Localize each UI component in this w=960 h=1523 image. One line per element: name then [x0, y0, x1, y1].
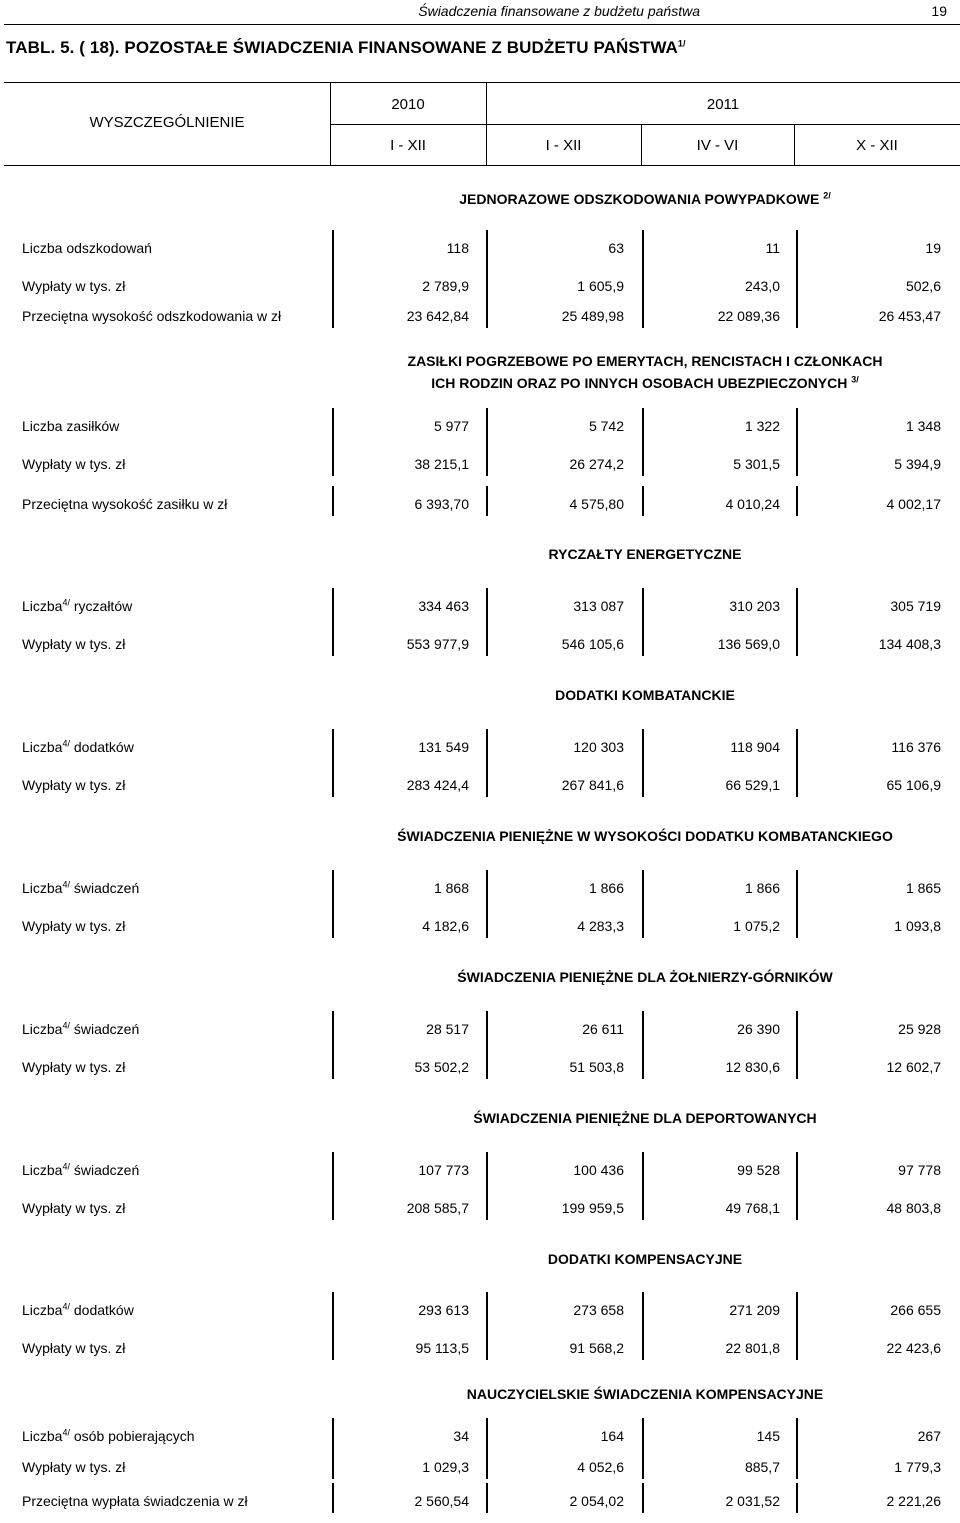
row-label-text: Wypłaty w tys. zł — [22, 777, 126, 793]
table-cell: 116 376 — [891, 739, 941, 755]
row-label-text: Przeciętna wypłata świadczenia w zł — [22, 1493, 248, 1509]
table-cell: 11 — [765, 240, 780, 256]
table-cell: 2 221,26 — [886, 1493, 941, 1509]
column-separator — [486, 1292, 488, 1360]
period-header: I - XII — [545, 137, 582, 154]
column-separator — [642, 1152, 644, 1220]
row-label-suffix: osób pobierających — [73, 1428, 195, 1444]
row-label-suffix: świadczeń — [73, 1162, 140, 1178]
table-cell: 4 182,6 — [422, 918, 469, 934]
table-cell: 118 — [446, 240, 469, 256]
section-title — [330, 1383, 960, 1405]
column-separator — [796, 729, 798, 797]
section-title-line — [330, 684, 960, 706]
table-cell: 334 463 — [418, 598, 469, 614]
period-header: IV - VI — [696, 137, 739, 154]
table-cell: 34 — [453, 1428, 469, 1444]
row-label — [22, 1428, 195, 1444]
table-cell: 6 393,70 — [414, 496, 469, 512]
section-title-text: NAUCZYCIELSKIE ŚWIADCZENIA KOMPENSACYJNE — [466, 1386, 824, 1402]
table-cell: 66 529,1 — [725, 777, 780, 793]
column-separator — [642, 230, 644, 298]
section-title-line — [330, 372, 960, 394]
column-separator — [332, 1152, 334, 1220]
table-cell: 53 502,2 — [414, 1059, 469, 1075]
row-label — [22, 1021, 139, 1037]
table-cell: 283 424,4 — [406, 777, 469, 793]
column-separator — [332, 230, 334, 298]
table-cell: 5 301,5 — [733, 456, 780, 472]
row-label-text: Liczba — [22, 1428, 63, 1444]
table-cell: 22 423,6 — [886, 1340, 941, 1356]
column-separator — [642, 1292, 644, 1360]
table-cell: 1 029,3 — [422, 1459, 469, 1475]
table-cell: 267 — [917, 1428, 941, 1444]
table-cell: 1 866 — [588, 880, 624, 896]
table-cell: 91 568,2 — [569, 1340, 624, 1356]
section-title-text: ŚWIADCZENIA PIENIĘŻNE DLA ŻOŁNIERZY-GÓRNIKÓW — [457, 969, 833, 985]
column-separator — [486, 1483, 488, 1513]
column-separator — [642, 870, 644, 938]
section-title-text: DODATKI KOMBATANCKIE — [555, 687, 735, 703]
footnote-mark: 2/ — [823, 190, 831, 201]
footnote-mark: 4/ — [62, 1301, 70, 1312]
table-cell: 97 778 — [898, 1162, 941, 1178]
table-title-text: TABL. 5. ( 18). POZOSTAŁE ŚWIADCZENIA FINANSOWANE Z BUDŻETU PAŃSTWA — [6, 38, 678, 57]
row-label-suffix: dodatków — [73, 1302, 134, 1318]
table-cell: 271 209 — [729, 1302, 780, 1318]
section-title-line — [330, 966, 960, 988]
section-title-text: ŚWIADCZENIA PIENIĘŻNE DLA DEPORTOWANYCH — [473, 1110, 817, 1126]
column-separator — [796, 486, 798, 516]
section-title-line — [330, 350, 960, 372]
column-separator — [796, 408, 798, 476]
row-label — [22, 418, 119, 434]
row-label — [22, 1340, 125, 1356]
footnote-mark: 4/ — [62, 1427, 70, 1438]
section-title-text: DODATKI KOMPENSACYJNE — [547, 1251, 743, 1267]
section-title-line — [330, 1107, 960, 1129]
table-cell: 1 868 — [433, 880, 469, 896]
table-cell: 553 977,9 — [406, 636, 469, 652]
footnote-mark: 4/ — [62, 738, 70, 749]
row-label-text: Przeciętna wysokość zasiłku w zł — [22, 496, 228, 512]
row-label-suffix: świadczeń — [73, 1021, 140, 1037]
row-label-text: Liczba — [22, 598, 63, 614]
column-separator — [486, 1152, 488, 1220]
row-label-text: Wypłaty w tys. zł — [22, 278, 126, 294]
row-label — [22, 240, 152, 256]
section-title — [330, 350, 960, 394]
row-label-text: Liczba — [22, 1162, 63, 1178]
row-label-text: Liczba — [22, 1302, 63, 1318]
row-label-text: Liczba — [22, 1021, 63, 1037]
table-cell: 51 503,8 — [569, 1059, 624, 1075]
section-title-text: JEDNORAZOWE ODSZKODOWANIA POWYPADKOWE — [459, 191, 820, 207]
table-cell: 2 054,02 — [569, 1493, 624, 1509]
table-cell: 28 517 — [426, 1021, 469, 1037]
row-label-suffix: dodatków — [73, 739, 134, 755]
table-title — [6, 38, 686, 58]
table-cell: 107 773 — [418, 1162, 469, 1178]
year-header: 2011 — [706, 96, 740, 113]
row-label-text: Liczba zasiłków — [22, 418, 120, 434]
table-cell: 25 928 — [898, 1021, 941, 1037]
column-separator — [796, 1418, 798, 1479]
row-label — [22, 1302, 134, 1318]
table-cell: 19 — [925, 240, 941, 256]
table-cell: 208 585,7 — [406, 1200, 469, 1216]
column-separator — [332, 486, 334, 516]
column-separator — [486, 1011, 488, 1079]
table-cell: 1 866 — [744, 880, 780, 896]
column-separator — [486, 230, 488, 298]
running-title: Świadczenia finansowane z budżetu państwa — [418, 3, 700, 19]
table-cell: 267 841,6 — [561, 777, 624, 793]
row-label-text: Liczba odszkodowań — [22, 240, 152, 256]
table-cell: 502,6 — [905, 278, 941, 294]
table-cell: 5 977 — [433, 418, 469, 434]
row-label — [22, 918, 125, 934]
row-label — [22, 880, 139, 896]
table-cell: 4 283,3 — [577, 918, 624, 934]
table-cell: 4 052,6 — [577, 1459, 624, 1475]
table-cell: 2 031,52 — [725, 1493, 780, 1509]
column-separator — [796, 1483, 798, 1513]
footnote-mark: 3/ — [851, 374, 859, 385]
column-separator — [642, 588, 644, 656]
table-cell: 26 390 — [737, 1021, 780, 1037]
table-cell: 1 322 — [744, 418, 780, 434]
row-label — [22, 1493, 248, 1509]
page-number: 19 — [931, 3, 947, 19]
table-cell: 131 549 — [418, 739, 469, 755]
table-cell: 136 569,0 — [717, 636, 780, 652]
section-title-line — [330, 1248, 960, 1270]
head-mid-rule — [330, 124, 960, 125]
table-cell: 5 394,9 — [894, 456, 941, 472]
row-label — [22, 777, 125, 793]
section-title-text: ZASIŁKI POGRZEBOWE PO EMERYTACH, RENCISTACH I CZŁONKACH — [407, 353, 883, 369]
column-separator — [486, 1418, 488, 1479]
section-title — [330, 188, 960, 210]
period-header: I - XII — [390, 137, 426, 154]
row-label-text: Przeciętna wysokość odszkodowania w zł — [22, 308, 282, 324]
section-title-line — [330, 1383, 960, 1405]
section-title — [330, 825, 960, 847]
section-title-text: RYCZAŁTY ENERGETYCZNE — [548, 546, 742, 562]
column-separator — [642, 486, 644, 516]
section-title — [330, 966, 960, 988]
table-cell: 199 959,5 — [561, 1200, 624, 1216]
table-cell: 95 113,5 — [415, 1340, 469, 1356]
table-cell: 164 — [600, 1428, 624, 1444]
table-cell: 26 611 — [582, 1021, 624, 1037]
head-bottom-rule — [4, 165, 960, 166]
table-cell: 12 602,7 — [886, 1059, 941, 1075]
row-label-text: Liczba — [22, 739, 63, 755]
table-cell: 23 642,84 — [406, 308, 469, 324]
column-separator — [796, 298, 798, 328]
column-separator — [332, 1483, 334, 1513]
row-label — [22, 1200, 125, 1216]
column-separator — [796, 1011, 798, 1079]
column-separator — [486, 298, 488, 328]
column-separator — [642, 408, 644, 476]
table-cell: 2 789,9 — [422, 278, 469, 294]
footnote-mark: 4/ — [62, 879, 70, 890]
section-title — [330, 1248, 960, 1270]
table-cell: 48 803,8 — [886, 1200, 941, 1216]
table-cell: 313 087 — [573, 598, 624, 614]
column-separator — [642, 1418, 644, 1479]
table-cell: 305 719 — [890, 598, 941, 614]
column-separator — [332, 729, 334, 797]
table-cell: 100 436 — [573, 1162, 624, 1178]
table-cell: 2 560,54 — [414, 1493, 469, 1509]
table-cell: 4 002,17 — [886, 496, 941, 512]
row-label — [22, 1459, 125, 1475]
table-cell: 26 453,47 — [878, 308, 941, 324]
row-label — [22, 456, 125, 472]
row-label — [22, 739, 134, 755]
row-label-text: Wypłaty w tys. zł — [22, 1459, 126, 1475]
table-cell: 293 613 — [418, 1302, 469, 1318]
table-cell: 120 303 — [573, 739, 624, 755]
row-label-text: Wypłaty w tys. zł — [22, 1200, 126, 1216]
table-cell: 65 106,9 — [886, 777, 941, 793]
row-label-text: Wypłaty w tys. zł — [22, 636, 126, 652]
column-separator — [486, 408, 488, 476]
row-label-suffix: świadczeń — [73, 880, 140, 896]
stub-header: WYSZCZEGÓLNIENIE — [89, 114, 245, 131]
table-cell: 1 348 — [905, 418, 941, 434]
table-cell: 63 — [608, 240, 624, 256]
column-separator — [332, 870, 334, 938]
table-cell: 4 010,24 — [725, 496, 780, 512]
table-cell: 22 089,36 — [717, 308, 780, 324]
table-title-note: 1/ — [677, 38, 686, 49]
column-separator — [332, 1292, 334, 1360]
row-label-suffix: ryczałtów — [73, 598, 133, 614]
section-title-line — [330, 188, 960, 210]
table-cell: 273 658 — [573, 1302, 624, 1318]
header-rule — [4, 24, 960, 25]
footnote-mark: 4/ — [62, 1020, 70, 1031]
table-cell: 134 408,3 — [878, 636, 941, 652]
column-separator — [486, 729, 488, 797]
section-title-line — [330, 543, 960, 565]
column-separator — [796, 588, 798, 656]
row-label — [22, 308, 281, 324]
row-label-text: Liczba — [22, 880, 63, 896]
row-label-text: Wypłaty w tys. zł — [22, 1340, 126, 1356]
row-label-text: Wypłaty w tys. zł — [22, 918, 126, 934]
footnote-mark: 4/ — [62, 1161, 70, 1172]
head-top-rule — [4, 82, 960, 83]
section-title — [330, 684, 960, 706]
column-separator — [642, 1483, 644, 1513]
column-separator — [332, 1011, 334, 1079]
column-separator — [486, 486, 488, 516]
table-cell: 885,7 — [744, 1459, 780, 1475]
table-cell: 266 655 — [890, 1302, 941, 1318]
table-cell: 1 779,3 — [894, 1459, 941, 1475]
column-separator — [796, 1152, 798, 1220]
footnote-mark: 4/ — [62, 597, 70, 608]
table-cell: 22 801,8 — [725, 1340, 780, 1356]
row-label-text: Wypłaty w tys. zł — [22, 456, 126, 472]
year-header: 2010 — [391, 96, 425, 113]
table-cell: 25 489,98 — [561, 308, 624, 324]
row-label — [22, 1162, 139, 1178]
column-separator — [796, 1292, 798, 1360]
column-separator — [332, 1418, 334, 1479]
period-header: X - XII — [856, 137, 898, 154]
column-separator — [332, 298, 334, 328]
section-title-text: ICH RODZIN ORAZ PO INNYCH OSOBACH UBEZPIECZONYCH — [431, 375, 848, 391]
table-cell: 1 605,9 — [577, 278, 624, 294]
column-separator — [486, 870, 488, 938]
column-separator — [642, 298, 644, 328]
table-cell: 546 105,6 — [561, 636, 624, 652]
table-cell: 5 742 — [588, 418, 624, 434]
row-label — [22, 598, 132, 614]
section-title — [330, 1107, 960, 1129]
section-title-text: ŚWIADCZENIA PIENIĘŻNE W WYSOKOŚCI DODATKU KOMBATANCKIEGO — [397, 828, 893, 844]
column-separator — [642, 1011, 644, 1079]
table-cell: 12 830,6 — [725, 1059, 780, 1075]
row-label — [22, 1059, 125, 1075]
column-separator — [332, 588, 334, 656]
row-label-text: Wypłaty w tys. zł — [22, 1059, 126, 1075]
table-cell: 1 865 — [905, 880, 941, 896]
section-title — [330, 543, 960, 565]
column-separator — [486, 588, 488, 656]
table-cell: 310 203 — [729, 598, 780, 614]
section-title-line — [330, 825, 960, 847]
table-cell: 99 528 — [737, 1162, 780, 1178]
table-cell: 118 904 — [730, 739, 780, 755]
column-separator — [332, 408, 334, 476]
table-cell: 243,0 — [744, 278, 780, 294]
table-cell: 145 — [756, 1428, 780, 1444]
row-label — [22, 636, 125, 652]
column-separator — [642, 729, 644, 797]
table-cell: 4 575,80 — [569, 496, 624, 512]
column-separator — [796, 230, 798, 298]
table-cell: 49 768,1 — [725, 1200, 780, 1216]
table-cell: 38 215,1 — [414, 456, 469, 472]
table-cell: 1 093,8 — [894, 918, 941, 934]
column-separator — [796, 870, 798, 938]
row-label — [22, 496, 227, 512]
row-label — [22, 278, 125, 294]
table-cell: 26 274,2 — [569, 456, 624, 472]
table-cell: 1 075,2 — [733, 918, 780, 934]
